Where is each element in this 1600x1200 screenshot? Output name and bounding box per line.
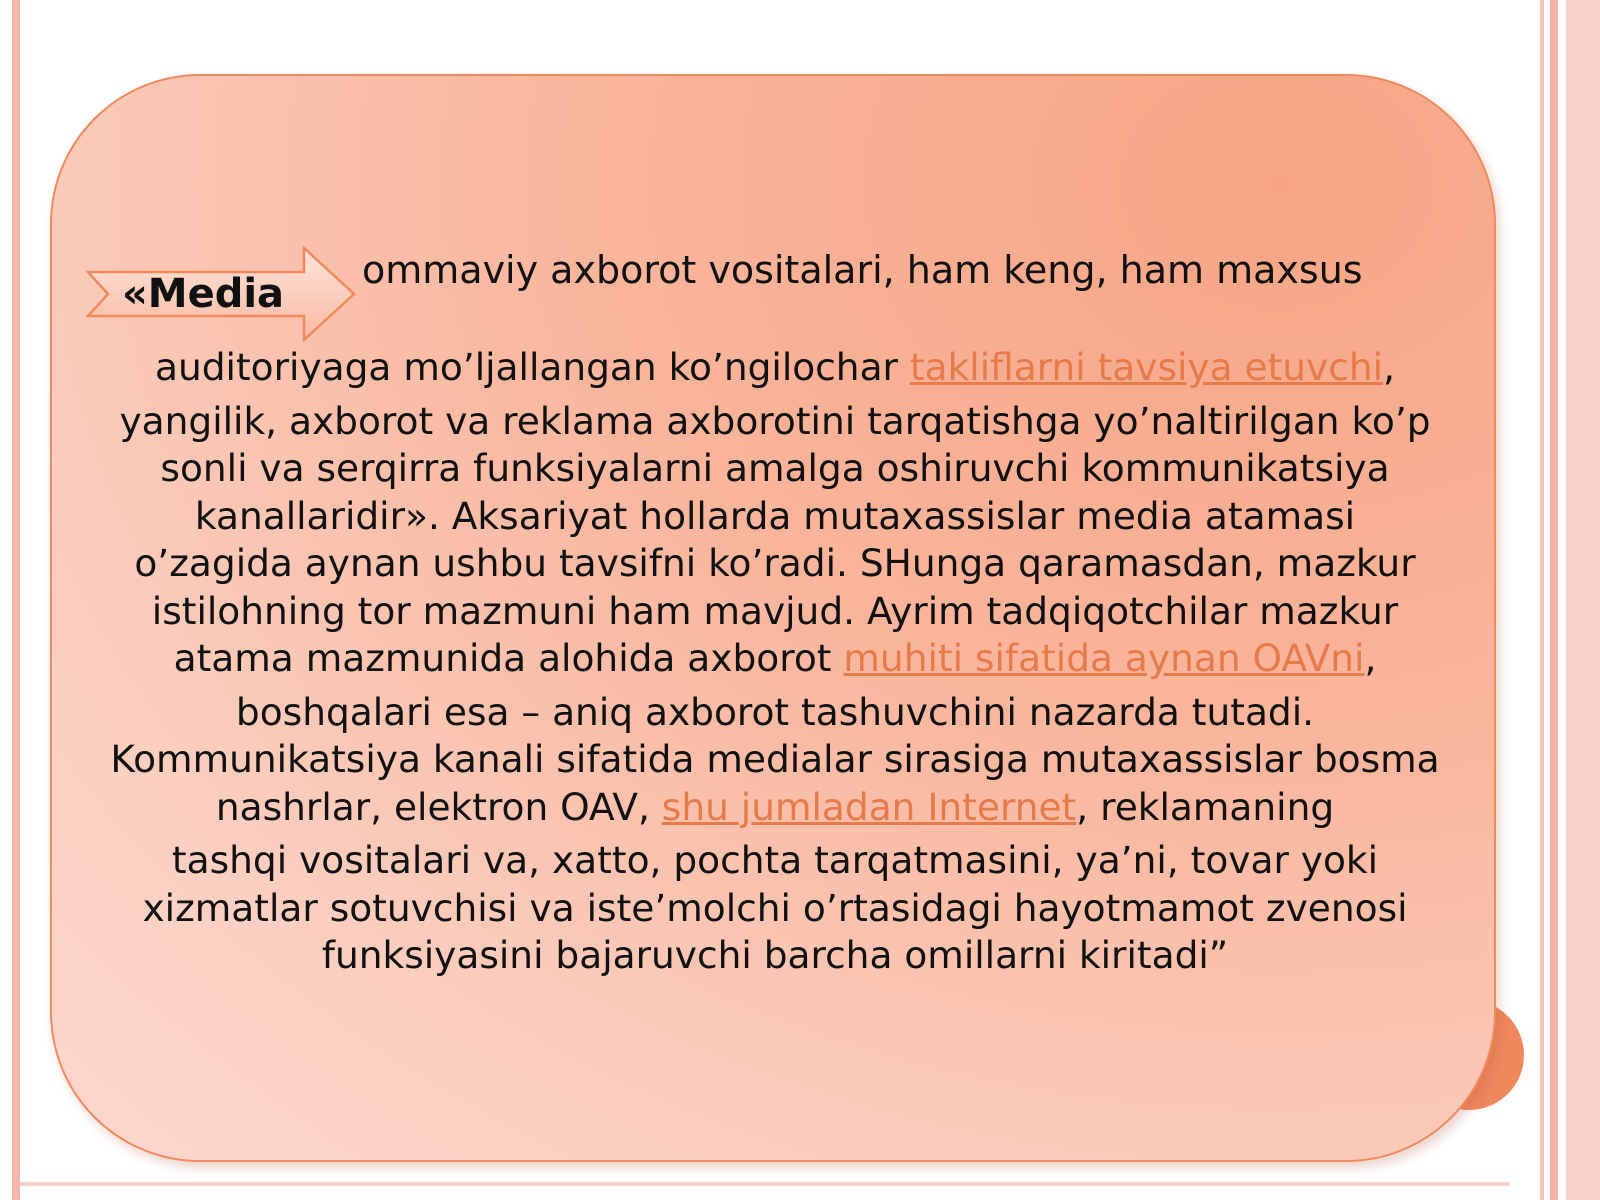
link-takliflarni[interactable]: takliflarni tavsiya etuvchi bbox=[909, 345, 1384, 389]
first-line-text: ommaviy axborot vositalari, ham keng, ham maxsus bbox=[362, 248, 1363, 292]
paragraph-3 bbox=[110, 689, 1440, 832]
slide-frame-left bbox=[12, 0, 20, 1200]
link-muhiti[interactable]: muhiti sifatida aynan OAVni bbox=[843, 636, 1365, 680]
paragraph-1 bbox=[110, 344, 1440, 392]
paragraph-4: tashqi vositalari va, xatto, pochta tarqatmasini, ya’ni, tovar yoki xizmatlar sotuvchisi va iste’molchi o’rtasidagi hayotmamot zvenosi funksiyasini bajaruvchi barcha omillarni kiritadi” bbox=[142, 838, 1408, 977]
text-span: , reklamaning bbox=[1076, 784, 1335, 829]
text-span: , bbox=[1364, 636, 1377, 680]
text-span: boshqalari esa – aniq axborot tashuvchini nazarda tutadi. Kommunikatsiya kanali sifatida medialar sirasiga mutaxassislar bosma nashrlar, elektron OAV, bbox=[110, 689, 1440, 829]
text-span: yangilik, axborot va reklama axborotini tarqatishga yo’naltirilgan ko’p sonli va serqirra funksiyalarni amalga oshiruvchi kommunikatsiya kanallaridir». Aksariyat hollarda mutaxassislar media atamasi o’zagida aynan ushbu tavsifni ko’radi. SHunga qaramasdan, mazkur istilohning tor mazmuni ham mavjud. Ayrim tadqiqotchilar mazkur atama mazmunida alohida axborot bbox=[119, 398, 1431, 680]
arrow-label-shape bbox=[86, 246, 362, 342]
text-span: auditoriyaga mo’ljallangan ko’ngilochar bbox=[155, 345, 910, 389]
slide-frame-right bbox=[1510, 0, 1600, 1200]
slide-frame-bottom bbox=[20, 1182, 1510, 1186]
text-span: , bbox=[1383, 345, 1395, 389]
paragraph-2 bbox=[110, 398, 1440, 683]
link-internet[interactable]: shu jumladan Internet bbox=[661, 784, 1077, 829]
media-label: «Media bbox=[121, 271, 285, 317]
body-text bbox=[110, 344, 1440, 980]
